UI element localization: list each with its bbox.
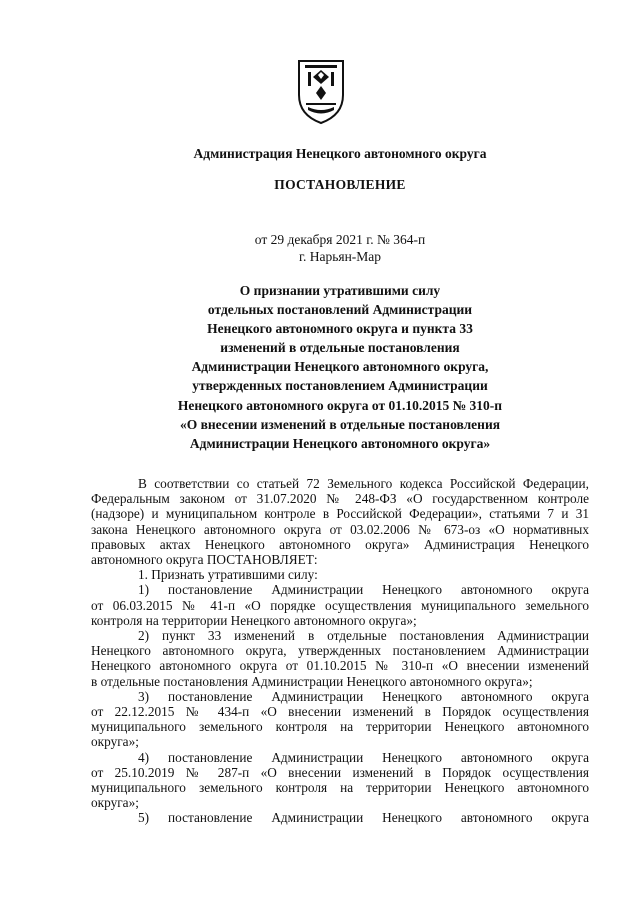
preamble-line: автономного округа ПОСТАНОВЛЯЕТ: [91,552,318,568]
title-line: утвержденных постановлением Администрации [192,378,488,394]
document-body [91,476,589,826]
document-type: ПОСТАНОВЛЕНИЕ [274,177,406,192]
sub-item-2-line: в отдельные постановления Администрации Ненецкого автономного округа»; [91,673,533,689]
title-line: Администрации Ненецкого автономного округа, [191,359,489,375]
document-date-number: от 29 декабря 2021 г. № 364-п [254,232,426,247]
preamble-line: закона Ненецкого автономного округа от 03.02.2006 № 673-оз «О нормативных [91,521,589,537]
title-line: Администрации Ненецкого автономного округа» [189,435,491,451]
sub-item-2-line: Ненецкого автономного округа от 01.10.2015 № 310-п «О внесении изменений [91,658,589,674]
sub-item-3-line: 3) постановление Администрации Ненецкого автономного округа [138,688,589,704]
sub-item-3-line: от 22.12.2015 № 434-п «О внесении изменений в Порядок осуществления [91,704,589,720]
organization-name: Администрация Ненецкого автономного округа [193,146,487,161]
sub-item-4-line: округа»; [91,795,139,811]
title-line: изменений в отдельные постановления [220,340,460,356]
sub-item-1-line: 1) постановление Администрации Ненецкого автономного округа [138,582,589,598]
document-title [60,281,620,453]
coat-of-arms-icon [296,55,346,125]
preamble-line: правовых актах Ненецкого автономного округа» Администрация Ненецкого [91,536,589,552]
sub-item-1-line: от 06.03.2015 № 41-п «О порядке осуществления муниципального земельного [91,597,589,613]
title-line: отдельных постановлений Администрации [207,302,473,318]
sub-item-3-line: муниципального земельного контроля на территории Ненецкого автономного [91,719,589,735]
document-city: г. Нарьян-Мар [298,249,382,264]
sub-item-4-line: 4) постановление Администрации Ненецкого автономного округа [138,749,589,765]
sub-item-4-line: от 25.10.2019 № 287-п «О внесении изменений в Порядок осуществления [91,764,589,780]
item-1: 1. Признать утратившими силу: [138,567,318,583]
title-line: О признании утратившими силу [239,283,441,298]
title-line: Ненецкого автономного округа и пункта 33 [207,321,473,337]
preamble-line: Федеральным законом от 31.07.2020 № 248-ФЗ «О государственном контроле [91,491,589,507]
preamble-line: В соответствии со статьей 72 Земельного кодекса Российской Федерации, [138,476,589,491]
sub-item-4-line: муниципального земельного контроля на территории Ненецкого автономного [91,780,589,796]
sub-item-5-line: 5) постановление Администрации Ненецкого автономного округа [138,810,589,826]
sub-item-1-line: контроля на территории Ненецкого автономного округа»; [91,612,417,628]
sub-item-2-line: Ненецкого автономного округа, утвержденных постановлением Администрации [91,643,589,659]
sub-item-2-line: 2) пункт 33 изменений в отдельные постановления Администрации [138,628,589,644]
title-line: «О внесении изменений в отдельные постановления [179,416,501,432]
sub-item-3-line: округа»; [91,734,139,750]
preamble-line: (надзоре) и муниципальном контроле в Российской Федерации», статьями 7 и 31 [91,506,589,522]
title-line: Ненецкого автономного округа от 01.10.2015 № 310-п [177,397,503,413]
